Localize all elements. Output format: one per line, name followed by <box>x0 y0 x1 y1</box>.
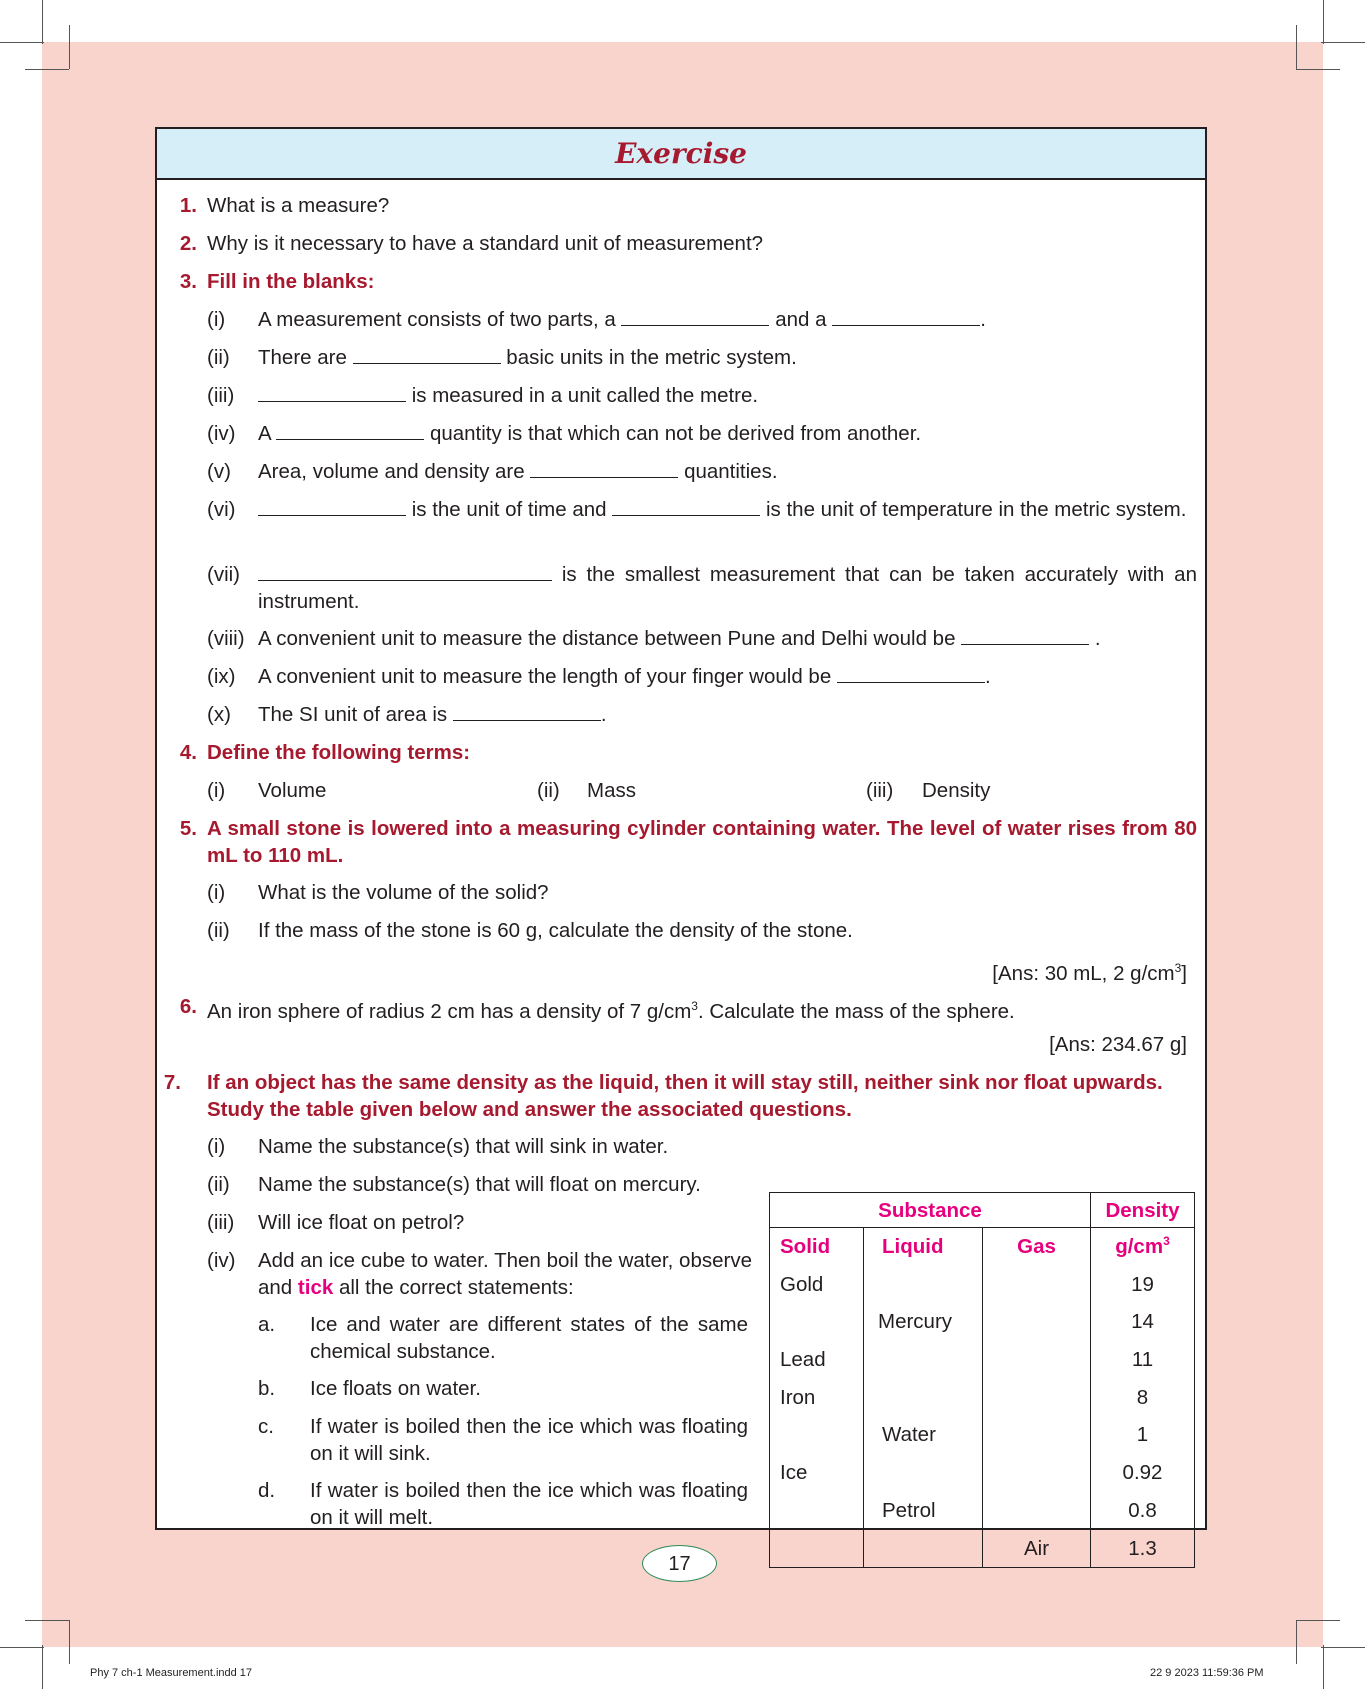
table-cell <box>780 1530 863 1568</box>
question-text: Why is it necessary to have a standard unit of measurement? <box>207 232 764 255</box>
item-text: There are <box>258 346 347 369</box>
fill-blank-item <box>207 306 1197 333</box>
fill-blank-item <box>207 458 1197 485</box>
question-number: 3. <box>179 270 197 293</box>
table-cell: Lead <box>780 1348 826 1372</box>
column-header: Liquid <box>882 1235 944 1258</box>
item-number: (ii) <box>537 779 560 802</box>
item-number: (viii) <box>207 627 245 650</box>
crop-mark <box>25 69 69 70</box>
table-header-density: Density <box>1091 1193 1195 1228</box>
table-cell <box>780 1416 863 1454</box>
question-text: Define the following terms: <box>207 741 471 764</box>
crop-mark <box>42 1645 43 1689</box>
item-number: (iv) <box>207 422 236 445</box>
blank-line <box>621 307 769 326</box>
item-text: Area, volume and density are <box>258 460 525 483</box>
item-number: (i) <box>207 881 226 904</box>
crop-mark <box>1296 1620 1297 1664</box>
blank-line <box>530 459 678 478</box>
crop-mark <box>69 1620 70 1664</box>
crop-mark <box>1321 1647 1365 1648</box>
table-cell <box>864 1530 982 1568</box>
fill-blank-item <box>207 663 1197 690</box>
crop-mark <box>1296 25 1297 69</box>
question-6 <box>167 993 1197 1025</box>
table-cell: Gold <box>780 1272 824 1296</box>
blank-line <box>353 345 501 364</box>
item-number: (iii) <box>207 384 235 407</box>
fill-blank-item <box>207 420 1197 447</box>
question-number: 7. <box>163 1071 181 1094</box>
column-header: $g/cm^3$ <box>1115 1234 1170 1258</box>
column-header: Solid <box>780 1235 831 1258</box>
table-cell: 0.8 <box>1128 1498 1157 1522</box>
question-3 <box>167 268 1197 295</box>
blank-line <box>612 497 760 516</box>
sub-question <box>207 1133 752 1160</box>
blank-line <box>258 383 406 402</box>
question-4 <box>167 739 1197 766</box>
option-letter: a. <box>258 1313 276 1336</box>
table-cell: 11 <box>1131 1348 1154 1372</box>
question-text: An iron sphere of radius 2 cm has a density of 7 $g/cm^3$. Calculate the mass of the sphere. <box>207 999 1015 1023</box>
exercise-box <box>155 127 1207 1560</box>
table-cell: Water <box>882 1423 936 1447</box>
question-2 <box>167 230 1197 257</box>
table-cell <box>780 1492 863 1530</box>
question-number: 1. <box>179 194 197 217</box>
fill-blank-item <box>207 344 1197 371</box>
answer-q5: [Ans: 30 mL, 2 $g/cm^3$] <box>992 961 1187 985</box>
table-cell: Mercury <box>878 1310 953 1334</box>
table-cell: 14 <box>1131 1310 1154 1334</box>
crop-mark <box>1321 42 1365 43</box>
item-number: (x) <box>207 703 231 726</box>
crop-mark <box>0 42 44 43</box>
item-text: basic units in the metric system. <box>506 346 797 369</box>
item-text: A convenient unit to measure the length of your finger would be <box>258 665 832 688</box>
blank-line <box>276 421 424 440</box>
crop-mark <box>1296 1620 1340 1621</box>
table-cell <box>983 1416 1090 1454</box>
question-number: 4. <box>179 741 197 764</box>
statement-option <box>258 1311 748 1365</box>
density-table <box>769 1192 1195 1568</box>
table-cell <box>983 1266 1090 1304</box>
table-cell <box>864 1266 982 1304</box>
table-cell <box>983 1454 1090 1492</box>
table-cell <box>780 1303 863 1341</box>
item-text: is the unit of temperature in the metric system. <box>765 498 1187 521</box>
table-cell <box>864 1379 982 1417</box>
item-number: (ii) <box>207 346 230 369</box>
sub-question <box>207 879 1197 906</box>
item-number: (v) <box>207 460 231 483</box>
question-text: A small stone is lowered into a measuring cylinder containing water. The level of water rises from 80 mL to 110 mL. <box>207 817 1197 867</box>
option-text: If water is boiled then the ice which was floating on it will melt. <box>310 1479 748 1529</box>
table-cell <box>864 1341 982 1379</box>
term-label: Density <box>922 779 991 802</box>
table-cell <box>864 1454 982 1492</box>
table-cell: Petrol <box>882 1498 936 1522</box>
answer-q6: [Ans: 234.67 g] <box>1049 1033 1187 1056</box>
item-text: Name the substance(s) that will float on mercury. <box>258 1173 701 1196</box>
fill-blank-item <box>207 625 1197 652</box>
item-text: . <box>980 308 986 331</box>
term-label: Volume <box>258 779 327 802</box>
question-5 <box>167 815 1197 869</box>
table-cell: 0.92 <box>1122 1461 1163 1485</box>
table-cell <box>983 1303 1090 1341</box>
question-1 <box>167 192 1197 219</box>
table-header-substance: Substance <box>770 1193 1091 1228</box>
item-text: A convenient unit to measure the distance between Pune and Delhi would be <box>258 627 956 650</box>
page-number: 17 <box>642 1545 717 1582</box>
item-number: (i) <box>207 1135 226 1158</box>
question-text: Fill in the blanks: <box>207 270 375 293</box>
blank-line <box>832 307 980 326</box>
item-text: quantities. <box>684 460 778 483</box>
item-number: (vii) <box>207 563 241 586</box>
item-text: A measurement consists of two parts, a <box>258 308 616 331</box>
item-text: is measured in a unit called the metre. <box>411 384 759 407</box>
option-letter: d. <box>258 1479 276 1502</box>
item-number: (i) <box>207 308 226 331</box>
statement-option <box>258 1477 748 1531</box>
question-text: What is a measure? <box>207 194 390 217</box>
option-text: Ice floats on water. <box>310 1377 481 1400</box>
table-cell <box>983 1341 1090 1379</box>
crop-mark <box>0 1647 44 1648</box>
question-number: 6. <box>179 995 197 1018</box>
item-text: . <box>1094 627 1101 650</box>
question-7 <box>159 1069 1197 1123</box>
table-cell: Air <box>1023 1536 1050 1560</box>
item-number: (iv) <box>207 1249 236 1272</box>
crop-mark <box>1323 0 1324 44</box>
statement-option <box>258 1413 748 1467</box>
sub-question: (iv) Add an ice cube to water. Then boil the water, observe and tick all the correct statements: <box>207 1249 752 1299</box>
print-slug-left: Phy 7 ch-1 Measurement.indd 17 <box>90 1667 253 1679</box>
fill-blank-item <box>207 561 1197 615</box>
table-cell: 8 <box>1136 1385 1149 1409</box>
sub-question <box>207 1209 752 1236</box>
item-text: and a <box>775 308 827 331</box>
table-cell: 1 <box>1136 1423 1149 1447</box>
density-column <box>1091 1228 1195 1568</box>
item-text: If the mass of the stone is 60 g, calculate the density of the stone. <box>258 919 853 942</box>
tick-highlight: tick <box>297 1276 334 1299</box>
crop-mark <box>25 1620 69 1621</box>
fill-blank-item <box>207 496 1197 523</box>
fill-blank-item <box>207 701 1197 728</box>
liquid-column <box>864 1228 983 1568</box>
table-cell: 19 <box>1131 1272 1154 1296</box>
table-cell <box>983 1379 1090 1417</box>
blank-line <box>258 562 552 581</box>
question-number: 2. <box>179 232 197 255</box>
blank-line <box>258 497 406 516</box>
sub-question <box>207 917 1197 944</box>
column-header: Gas <box>1017 1235 1056 1258</box>
fill-blank-item <box>207 382 1197 409</box>
item-text: . <box>600 703 607 726</box>
item-number: (iii) <box>207 1211 235 1234</box>
item-text: . <box>984 665 991 688</box>
exercise-title-bar <box>157 129 1205 180</box>
blank-line <box>837 664 985 683</box>
solid-column <box>770 1228 864 1568</box>
crop-mark <box>42 0 43 44</box>
question-number: 5. <box>179 817 197 840</box>
option-letter: c. <box>258 1415 274 1438</box>
blank-line <box>453 702 601 721</box>
table-cell <box>983 1492 1090 1530</box>
question-text: If an object has the same density as the liquid, then it will stay still, neither sink nor float upwards. Study the table given below and answer the associated questions. <box>207 1071 1163 1121</box>
item-text: Will ice float on petrol? <box>258 1211 465 1234</box>
item-number: (vi) <box>207 498 236 521</box>
sub-question <box>207 1171 752 1198</box>
item-text: Name the substance(s) that will sink in water. <box>258 1135 669 1158</box>
item-number: (i) <box>207 779 226 802</box>
option-text: If water is boiled then the ice which was floating on it will sink. <box>310 1415 748 1465</box>
blank-line <box>961 626 1089 645</box>
option-text: Ice and water are different states of the same chemical substance. <box>310 1313 748 1363</box>
item-text: A <box>258 422 271 445</box>
term-label: Mass <box>587 779 636 802</box>
item-number: (ix) <box>207 665 236 688</box>
item-text: is the smallest measurement that can be taken accurately with an instrument. <box>258 563 1197 613</box>
item-text: quantity is that which can not be derived from another. <box>429 422 922 445</box>
item-number: (ii) <box>207 1173 230 1196</box>
option-letter: b. <box>258 1377 276 1400</box>
item-text: What is the volume of the solid? <box>258 881 549 904</box>
item-number: (ii) <box>207 919 230 942</box>
table-cell: 1.3 <box>1128 1536 1157 1560</box>
gas-column <box>983 1228 1091 1568</box>
crop-mark <box>1296 69 1340 70</box>
table-cell: Iron <box>780 1385 816 1409</box>
item-text: is the unit of time and <box>411 498 607 521</box>
table-cell: Ice <box>780 1461 808 1485</box>
item-number: (iii) <box>866 779 894 802</box>
exercise-title: Exercise <box>615 137 747 170</box>
print-slug-right: 22 9 2023 11:59:36 PM <box>1150 1667 1264 1679</box>
item-text: The SI unit of area is <box>258 703 448 726</box>
crop-mark <box>69 25 70 69</box>
crop-mark <box>1323 1645 1324 1689</box>
statement-option <box>258 1375 748 1402</box>
